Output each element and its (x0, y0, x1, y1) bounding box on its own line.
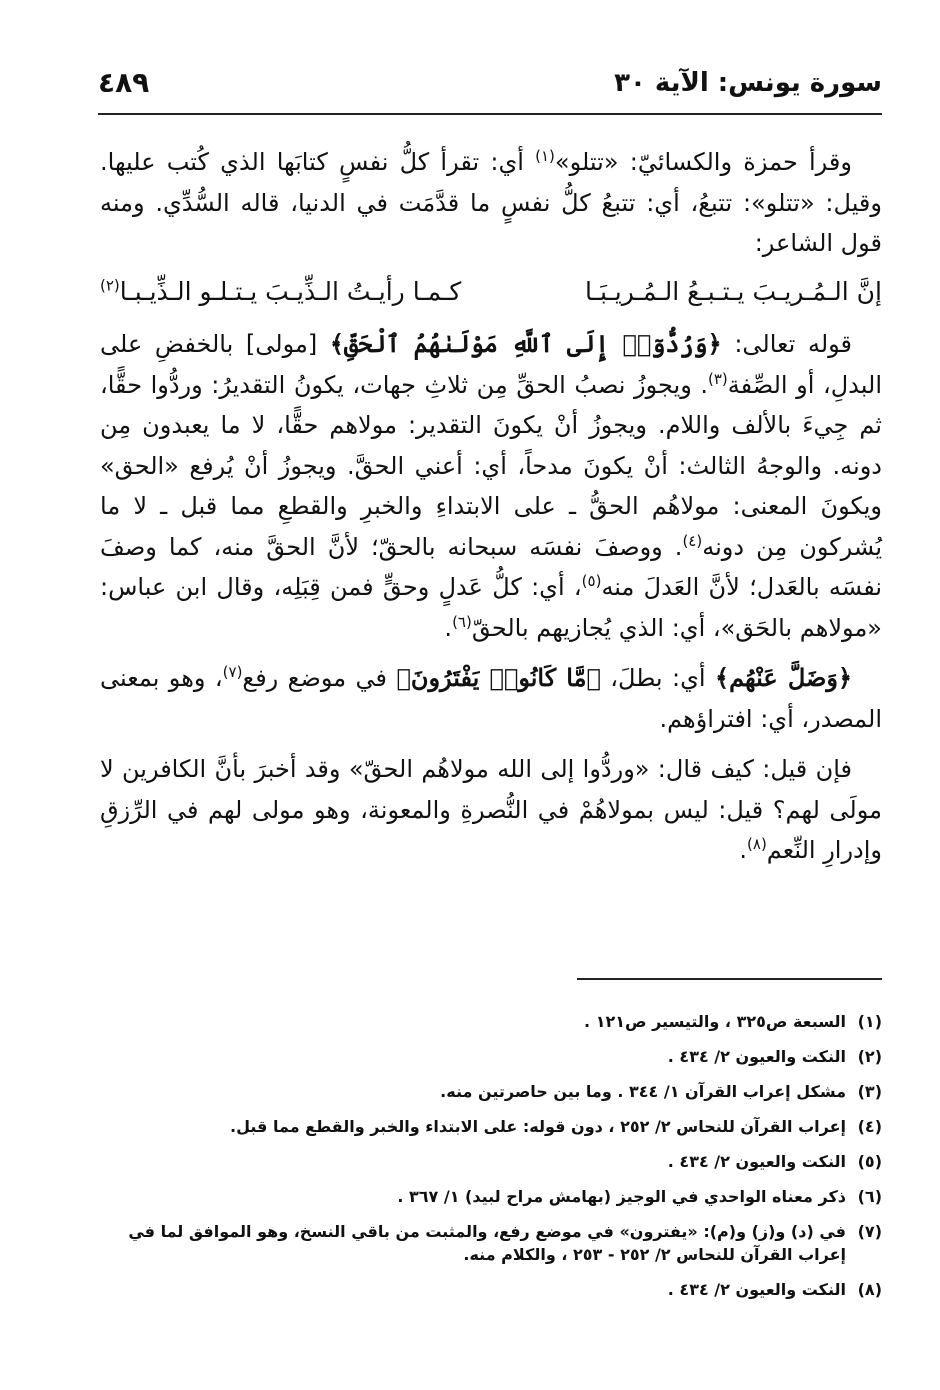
header-divider (98, 113, 882, 115)
main-text (100, 142, 882, 871)
footnote-text: إعراب القرآن للنحاس ٢/ ٢٥٢ ، دون قوله: على الابتداء والخبر والقطع مما قبل. (230, 1117, 846, 1136)
footnote-item (100, 1150, 882, 1173)
footnote-text: النكت والعيون ٢/ ٤٣٤ . (667, 1047, 846, 1066)
footnote-text: السبعة ص٣٢٥ ، والتيسير ص١٢١ . (584, 1012, 846, 1031)
footnote-item (100, 1115, 882, 1138)
paragraph-2-text-f: . (444, 613, 453, 642)
paragraph-4-text-a: فإن قيل: كيف قال: «وردُّوا إلى الله مولاهُم الحقّ» وقد أخبرَ بأنَّ الكافرين لا مولَى لهم؟ قيل: ليس بمولاهُمْ في النُّصرةِ والمعونة، وهو مولى لهم في الرِّزقِ وإدرارِ النِّعم (100, 755, 882, 864)
footnote-number: (٥) (857, 1152, 882, 1171)
quran-quote-3: ﴿مَّا كَانُوا۟ يَفْتَرُونَ﴾ (396, 663, 601, 692)
paragraph-3 (100, 658, 882, 739)
footnote-number: (٧) (857, 1222, 882, 1241)
footnote-ref-3[interactable]: (٣) (708, 369, 728, 388)
footnote-number: (٢) (857, 1047, 882, 1066)
footnote-text: النكت والعيون ٢/ ٤٣٤ . (667, 1280, 846, 1299)
quran-quote-2: ﴿وَضَلَّ عَنْهُم﴾ (715, 663, 853, 692)
footnote-ref-1[interactable]: (١) (535, 147, 555, 165)
footnote-ref-7[interactable]: (٧) (222, 663, 243, 681)
footnote-ref-6[interactable]: (٦) (452, 612, 472, 631)
paragraph-2-text-e: ، أي: كلُّ عَدلٍ وحقٍّ فمن قِبَلِه، وقال ابن عباس: «مولاهم بالحَق»، أي: الذي يُجازيهم بالحقّ (100, 573, 882, 642)
page-number: ٤٨٩ (98, 66, 150, 99)
footnote-item (100, 1045, 882, 1068)
verse-hemistich-left (100, 272, 461, 313)
paragraph-1-text-a: وقرأ حمزة والكسائيّ: «تتلو» (554, 148, 852, 176)
verse-hemistich-left-text: كـمـا رأيـتُ الـذِّيـبَ يـتـلـو الـذِّيـبـا (119, 276, 462, 306)
footnote-item (100, 1278, 882, 1301)
paragraph-2-text-d: . ووصفَ نفسَه سبحانه بالحقّ؛ لأنَّ الحقَّ منه، كما وصفَ نفسَه بالعَدل؛ لأنَّ العَدلَ منه (100, 532, 883, 601)
paragraph-3-text-c: ، وهو بمعنى المصدر، أي: افتراؤهم. (100, 664, 882, 733)
paragraph-2-text-c: . ويجوزُ نصبُ الحقِّ مِن ثلاثِ جهات، يكونُ التقديرُ: وردُّوا حقًّا، ثم جِيءَ بالألف واللام. ويجوزُ أنْ يكونَ التقدير: مولاهم حقًّا، لا ما يعبدون مِن دونه. والوجهُ الثالث: أنْ يكونَ مدحاً، أي: أعني الحقَّ. ويجوزُ أنْ يُرفع «الحق» ويكونَ المعنى: مولاهُم الحقُّ ـ على الابتداءِ والخبرِ والقطعِ مما قبل ـ لا ما يُشركون مِن دونه (100, 370, 882, 561)
footnote-text: مشكل إعراب القرآن ١/ ٣٤٤ . وما بين حاصرتين منه. (440, 1082, 846, 1101)
footnote-number: (١) (857, 1012, 882, 1031)
paragraph-2 (100, 324, 882, 648)
footnote-divider (577, 978, 882, 980)
footnote-number: (٣) (857, 1082, 882, 1101)
paragraph-2-text-a: قوله تعالى: (721, 330, 853, 358)
footnote-ref-4[interactable]: (٤) (682, 531, 703, 550)
footnote-text: النكت والعيون ٢/ ٤٣٤ . (667, 1152, 846, 1171)
footnote-number: (٨) (857, 1280, 882, 1299)
footnote-ref-2[interactable]: (٢) (100, 276, 120, 295)
footnote-item (100, 1010, 882, 1033)
footnote-ref-8[interactable]: (٨) (747, 835, 767, 853)
footnote-number: (٤) (857, 1117, 882, 1136)
verse-hemistich-right: إنَّ الـمُـريـبَ يـتـبـعُ الـمُـريـبَـا (585, 276, 882, 306)
footnotes-section (100, 1010, 882, 1313)
header-title: سورة يونس: الآية ٣٠ (614, 68, 882, 98)
paragraph-1 (100, 142, 882, 264)
footnote-text: في (د) و(ز) و(م): «يفترون» في موضع رفع، والمثبت من باقي النسخ، وهو الموافق لما في إعراب القرآن للنحاس ٢/ ٢٥٢ - ٢٥٣ ، والكلام منه. (128, 1222, 846, 1264)
footnote-item (100, 1220, 882, 1266)
footnote-item (100, 1185, 882, 1208)
poetry-verse (100, 272, 882, 313)
paragraph-2-text-b: [مولى] بالخفضِ على البدلِ، أو الصِّفة (100, 330, 882, 399)
paragraph-3-text-a: أي: بطلَ، (600, 664, 715, 692)
quran-quote-1: ﴿وَرُدُّوٓا۟ إِلَى ٱللَّهِ مَوْلَىٰهُمُ ٱلْحَقِّ﴾ (329, 329, 722, 358)
footnote-number: (٦) (857, 1187, 882, 1206)
footnote-ref-5[interactable]: (٥) (581, 572, 602, 590)
running-header (98, 66, 882, 106)
footnote-text: ذكر معناه الواحدي في الوجيز (بهامش مراح لبيد) ١/ ٣٦٧ . (397, 1187, 846, 1206)
paragraph-1-text-b: أي: تقرأ كلُّ نفسٍ كتابَها الذي كُتب عليها. وقيل: «تتلو»: تتبعُ، أي: تتبعُ كلُّ نفسٍ ما قدَّمَت في الدنيا، قاله السُّدِّي. ومنه قول الشاعر: (100, 148, 882, 257)
footnote-item (100, 1080, 882, 1103)
paragraph-3-text-b: في موضع رفع (242, 664, 397, 692)
paragraph-4-text-b: . (739, 836, 748, 864)
paragraph-4 (100, 749, 882, 871)
